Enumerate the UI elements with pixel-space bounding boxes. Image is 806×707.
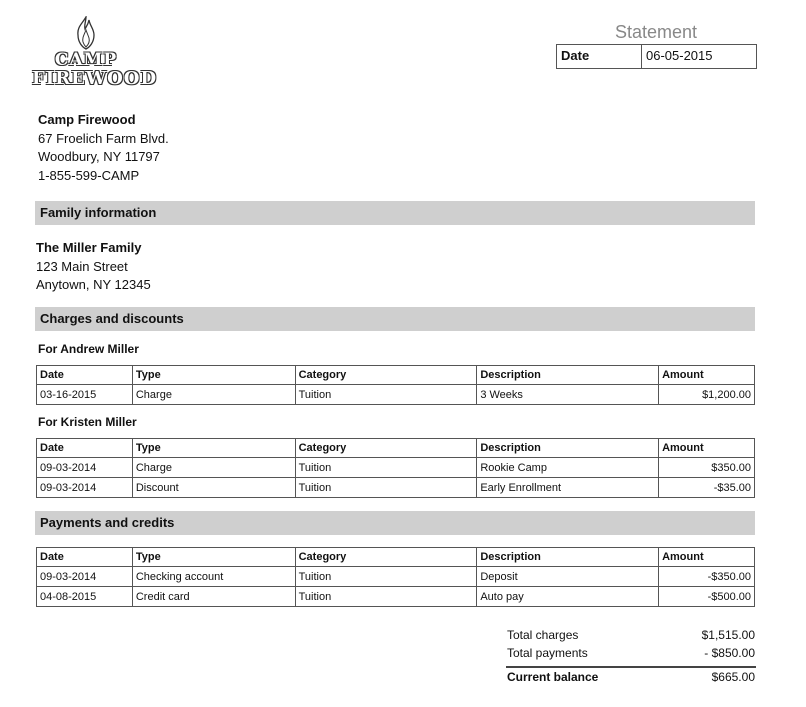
col-category: Category (295, 548, 477, 567)
date-label: Date (557, 45, 642, 68)
section-family-information: Family information (35, 201, 755, 225)
cell-amount: -$500.00 (659, 587, 755, 607)
cell-date: 09-03-2014 (37, 478, 133, 498)
col-date: Date (37, 366, 133, 385)
kristen-heading: For Kristen Miller (38, 415, 137, 429)
totals-summary (506, 628, 756, 688)
total-charges-row (506, 628, 756, 646)
cell-description: Auto pay (477, 587, 659, 607)
cell-date: 03-16-2015 (37, 385, 133, 405)
payments-table (36, 547, 755, 607)
cell-amount: -$35.00 (659, 478, 755, 498)
cell-type: Discount (132, 478, 295, 498)
cell-date: 04-08-2015 (37, 587, 133, 607)
cell-description: 3 Weeks (477, 385, 659, 405)
col-description: Description (477, 439, 659, 458)
cell-type: Charge (132, 458, 295, 478)
table-row (37, 587, 755, 607)
camp-address (38, 111, 169, 186)
statement-title: Statement (614, 22, 698, 42)
cell-date: 09-03-2014 (37, 567, 133, 587)
table-row (37, 385, 755, 405)
current-balance-label: Current balance (507, 670, 599, 684)
table-row (37, 458, 755, 478)
cell-description: Early Enrollment (477, 478, 659, 498)
family-address-line-1: 123 Main Street (36, 258, 128, 274)
col-type: Type (132, 548, 295, 567)
table-row (37, 567, 755, 587)
cell-category: Tuition (295, 587, 477, 607)
cell-description: Rookie Camp (477, 458, 659, 478)
cell-category: Tuition (295, 385, 477, 405)
col-type: Type (132, 439, 295, 458)
flame-icon (72, 16, 100, 50)
family-address-line-2: Anytown, NY 12345 (36, 277, 151, 293)
col-type: Type (132, 366, 295, 385)
cell-category: Tuition (295, 458, 477, 478)
table-header-row (37, 548, 755, 567)
total-payments-label: Total payments (507, 645, 588, 660)
cell-description: Deposit (477, 567, 659, 587)
col-category: Category (295, 439, 477, 458)
camp-phone: 1-855-599-CAMP (38, 168, 140, 184)
logo-line-1: CAMP (54, 50, 118, 70)
section-payments-credits: Payments and credits (35, 511, 755, 535)
cell-amount: -$350.00 (659, 567, 755, 587)
col-amount: Amount (659, 548, 755, 567)
section-charges-discounts: Charges and discounts (35, 307, 755, 331)
camp-name: Camp Firewood (38, 112, 136, 127)
camp-logo (32, 16, 158, 92)
col-category: Category (295, 366, 477, 385)
family-address (36, 239, 151, 295)
col-date: Date (37, 548, 133, 567)
cell-type: Credit card (132, 587, 295, 607)
cell-amount: $350.00 (659, 458, 755, 478)
current-balance-row (506, 670, 756, 688)
table-header-row (37, 439, 755, 458)
col-description: Description (477, 366, 659, 385)
camp-address-line-2: Woodbury, NY 11797 (38, 149, 160, 165)
col-amount: Amount (659, 439, 755, 458)
cell-date: 09-03-2014 (37, 458, 133, 478)
totals-divider (506, 666, 756, 668)
kristen-charges-table (36, 438, 755, 498)
total-payments-row (506, 646, 756, 664)
andrew-heading: For Andrew Miller (38, 342, 139, 356)
statement-date-box (556, 44, 757, 69)
total-charges-value: $1,515.00 (701, 628, 755, 642)
total-charges-label: Total charges (507, 628, 579, 642)
family-name: The Miller Family (36, 240, 142, 255)
camp-address-line-1: 67 Froelich Farm Blvd. (38, 130, 169, 146)
cell-category: Tuition (295, 567, 477, 587)
col-amount: Amount (659, 366, 755, 385)
col-description: Description (477, 548, 659, 567)
cell-type: Checking account (132, 567, 295, 587)
current-balance-value: $665.00 (711, 670, 755, 684)
cell-category: Tuition (295, 478, 477, 498)
col-date: Date (37, 439, 133, 458)
andrew-charges-table (36, 365, 755, 405)
cell-amount: $1,200.00 (659, 385, 755, 405)
table-header-row (37, 366, 755, 385)
total-payments-value: - $850.00 (704, 645, 755, 660)
logo-line-2: FIREWOOD (32, 68, 158, 89)
cell-type: Charge (132, 385, 295, 405)
table-row (37, 478, 755, 498)
date-value: 06-05-2015 (646, 48, 713, 63)
